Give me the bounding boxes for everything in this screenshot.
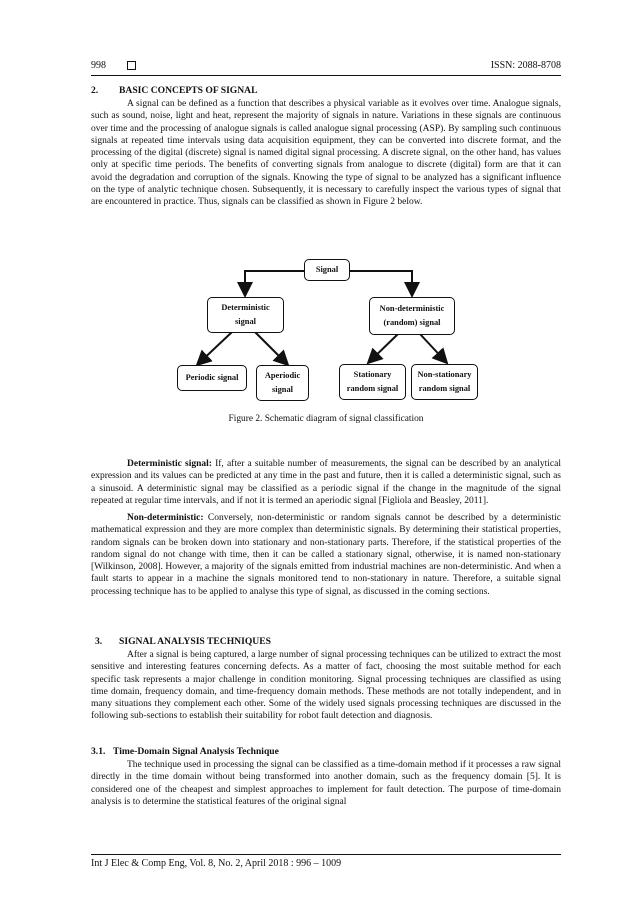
- issn: ISSN: 2088-8708: [490, 60, 561, 71]
- nondeterministic-lead: Non-deterministic:: [127, 513, 204, 523]
- section-3-1-heading: 3.1. Time-Domain Signal Analysis Technique: [91, 746, 279, 757]
- node-stationary-random-signal: Stationary random signal: [339, 364, 406, 400]
- footer-citation: Int J Elec & Comp Eng, Vol. 8, No. 2, April 2018 : 996 – 1009: [91, 858, 342, 869]
- node-nonstationary-random-signal: Non-stationary random signal: [411, 364, 478, 400]
- deterministic-lead: Deterministic signal:: [127, 459, 212, 469]
- section-3-1-title: Time-Domain Signal Analysis Technique: [113, 746, 279, 757]
- section-2-paragraph: A signal can be defined as a function that describes a physical variable as it evolves over time. Analogue signals, such as sound, noise, light and heat, represent the majority of signals in nature. Variations in these signals are continuous over time and the processing of analogue signals is called analogue signal processing (ASP). By sampling such continuous signals at repeated time intervals using data acquisition equipment, they can be converted into discrete format, and the processing of the digital (discrete) signal is named digital signal processing. A discrete signal, on the other hand, has values only at specific time periods. The benefits of converting signals from analogue to discrete (digital) form are that it can avoid the degradation and corruption of the signals. Knowing the type of signal to be analyzed has a significant influence on the type of analytic technique chosen. Subsequently, it is necessary to carefully inspect the various types of signal that are encountered in practice. Thus, signals can be classified as shown in Figure 2 below.: [91, 99, 561, 208]
- connector-nondeterministic-stationary: [368, 334, 398, 363]
- node-aperiodic-signal: Aperiodic signal: [256, 365, 309, 401]
- section-2-title: BASIC CONCEPTS OF SIGNAL: [119, 85, 258, 96]
- section-3-paragraph: After a signal is being captured, a large number of signal processing techniques can be utilized to extract the most sensitive and interesting features concerning defects. As a matter of fact, choosing the most suitable method for each specific task represents a major challenge in condition monitoring. Signal processing techniques are classified as using time domain, frequency domain, and time-frequency domain methods. These methods are not totally independent, and in many situations they complement each other. Some of the widely used signals processing techniques are discussed in the following sub-sections to establish their suitability for robot fault detection and diagnosis.: [91, 650, 561, 722]
- node-signal: Signal: [304, 259, 350, 281]
- node-nondeterministic-signal: Non-deterministic (random) signal: [369, 297, 455, 335]
- section-3-heading: 3. SIGNAL ANALYSIS TECHNIQUES: [95, 636, 271, 647]
- page-number: 998: [91, 60, 106, 71]
- connector-signal-nondeterministic: [350, 271, 412, 296]
- section-3-1-paragraph: The technique used in processing the signal can be classified as a time-domain method if it processes a raw signal directly in the time domain without being transformed into another domain, such as the frequency domain [5]. It is considered one of the cheapest and simplest approaches to implement for fault detection. The purpose of time-domain analysis is to determine the statistical features of the original signal: [91, 760, 561, 807]
- connector-signal-deterministic: [245, 271, 305, 296]
- nondeterministic-paragraph: Non-deterministic: Conversely, non-deterministic or random signals cannot be described by a deterministic mathematical expression and they are more complex than deterministic signals. By determining their statistical properties, random signals can be broken down into stationary and non-stationary parts. Therefore, if the statistical properties of the random signal do not change with time, then it can be called a stationary signal, otherwise, it is named non-stationary [Wilkinson, 2008]. However, a majority of the signals emitted from industrial machines are non-deterministic. And when a fault starts to appear in a machine the signals monitored tend to non-stationary in nature. Therefore, a suitable signal processing technique has to be applied to analyse this type of signal, as discussed in the coming sections.: [91, 513, 561, 597]
- footer-rule: [91, 854, 561, 855]
- figure-caption: Figure 2. Schematic diagram of signal classification: [228, 414, 424, 424]
- node-deterministic-signal: Deterministic signal: [207, 297, 284, 333]
- deterministic-paragraph: Deterministic signal: If, after a suitable number of measurements, the signal can be described by an analytical expression and its values can be predicted at any time in the past and future, then it is called a deterministic signal, such as a sinusoid. A deterministic signal may be classified as a periodic signal if the change in the magnitude of the signal repeated at regular time intervals, and if not it is termed an aperiodic signal [Figliola and Beasley, 2011].: [91, 459, 561, 506]
- section-3-title: SIGNAL ANALYSIS TECHNIQUES: [119, 636, 271, 647]
- node-periodic-signal: Periodic signal: [177, 365, 247, 391]
- section-2-heading: 2. BASIC CONCEPTS OF SIGNAL: [91, 85, 258, 96]
- connector-deterministic-periodic: [197, 332, 232, 365]
- connector-deterministic-aperiodic: [255, 332, 288, 365]
- connector-nondeterministic-nonstationary: [420, 334, 447, 363]
